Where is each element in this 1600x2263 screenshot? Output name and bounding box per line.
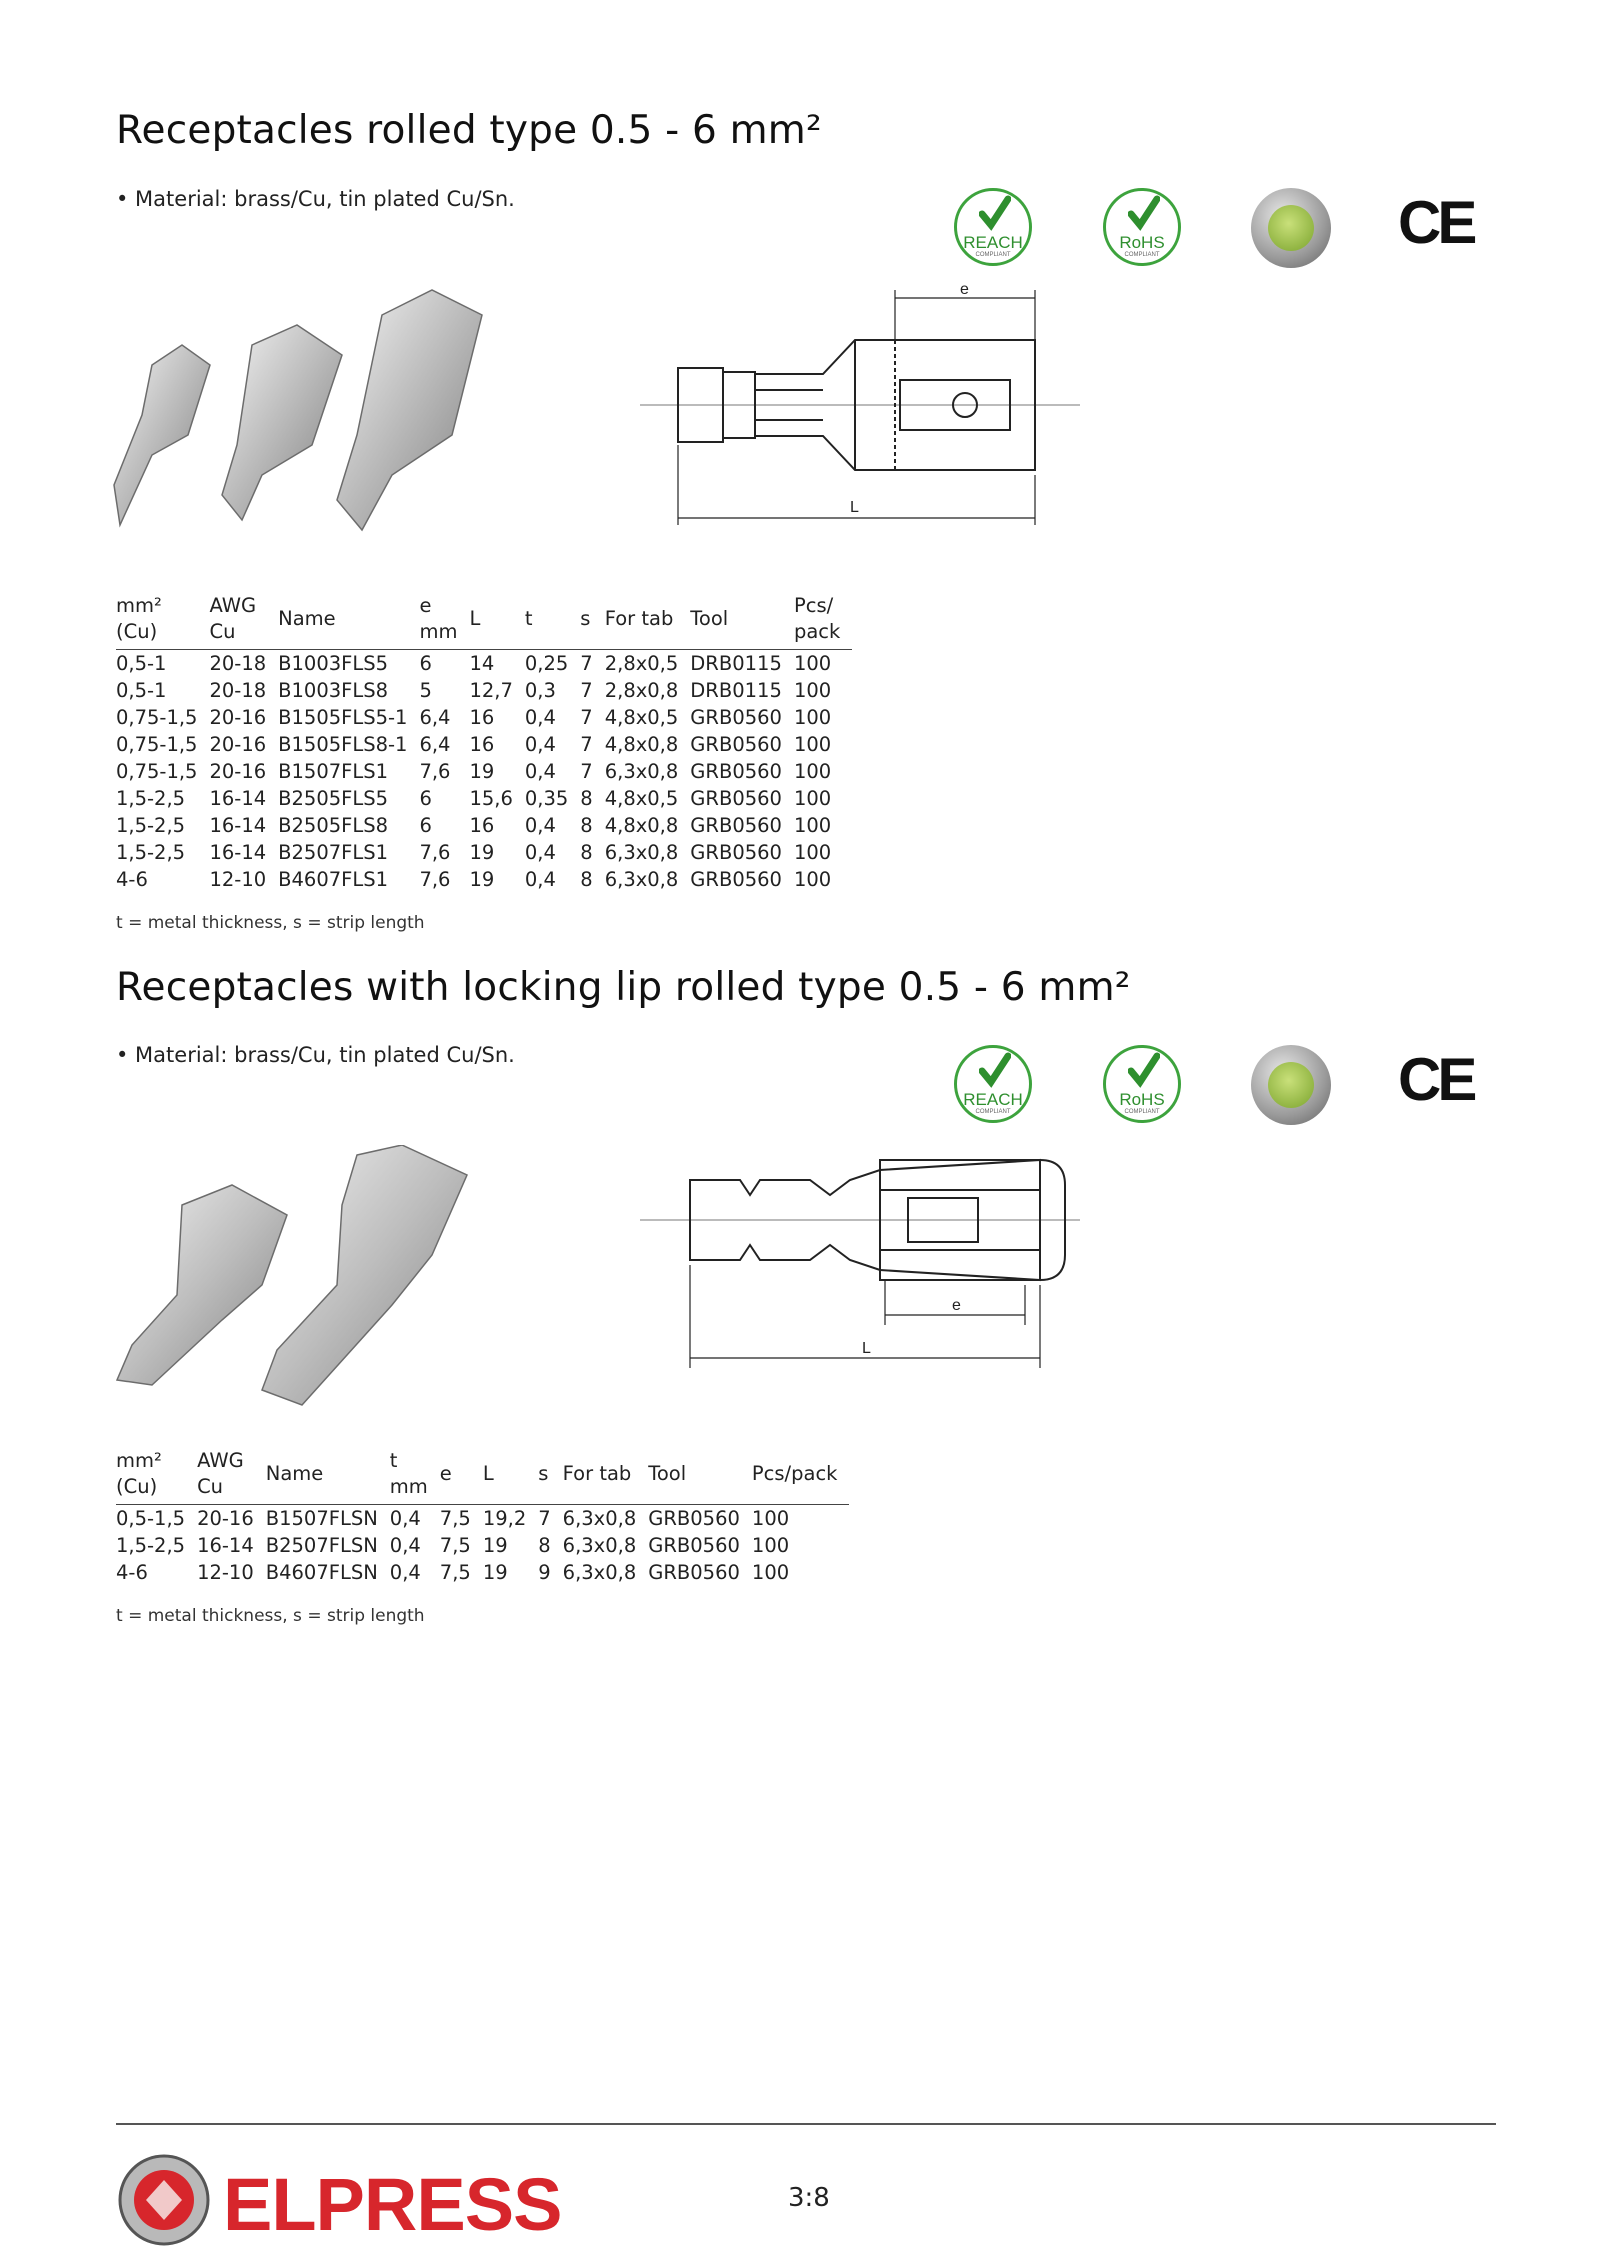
rohs-badge [1103, 1045, 1181, 1123]
table-cell: 0,4 [524, 868, 556, 891]
table-cell: 6,3x0,8 [562, 1507, 637, 1530]
table-cell: 5 [419, 679, 432, 702]
table-cell: 19 [469, 841, 495, 864]
table-cell: 6,3x0,8 [562, 1561, 637, 1584]
table-cell: 100 [793, 760, 832, 783]
column-header: Pcs/pack [752, 1448, 850, 1505]
ce-mark: CE [1398, 1046, 1474, 1113]
reach-label: REACH [963, 1090, 1023, 1109]
table-cell: GRB0560 [690, 787, 782, 810]
table-cell: 0,4 [389, 1534, 421, 1557]
table-cell: 0,75-1,5 [116, 760, 198, 783]
section1-material: • Material: brass/Cu, tin plated Cu/Sn. [116, 187, 515, 211]
check-icon [1128, 1052, 1160, 1088]
table-cell: GRB0560 [690, 760, 782, 783]
table-cell: B1507FLS1 [278, 760, 389, 783]
reach-badge [954, 1045, 1032, 1123]
table-row [116, 1505, 849, 1533]
table-cell: 19,2 [482, 1507, 527, 1530]
table-cell: 4-6 [116, 1561, 148, 1584]
section1-note: t = metal thickness, s = strip length [116, 913, 425, 933]
table-cell: 16 [469, 814, 495, 837]
table-cell: 0,75-1,5 [116, 706, 198, 729]
table-row [116, 1559, 849, 1586]
table-row [116, 677, 852, 704]
table-cell: 7,6 [419, 841, 451, 864]
table-cell: 100 [751, 1534, 790, 1557]
table-cell: 20-16 [209, 733, 267, 756]
table-cell: B2505FLS8 [278, 814, 389, 837]
column-header: mm² (Cu) [116, 1448, 197, 1505]
table-cell: 4,8x0,5 [604, 706, 679, 729]
table-cell: B1507FLSN [265, 1507, 378, 1530]
table-cell: 4,8x0,5 [604, 787, 679, 810]
column-header: AWG Cu [197, 1448, 266, 1505]
reach-sublabel: COMPLIANT [975, 1109, 1011, 1115]
table-cell: 12-10 [197, 1561, 254, 1584]
table-cell: 100 [793, 706, 832, 729]
column-header: For tab [563, 1448, 649, 1505]
section2-material: • Material: brass/Cu, tin plated Cu/Sn. [116, 1043, 515, 1067]
table-cell: 0,4 [524, 733, 556, 756]
table-cell: 8 [580, 868, 593, 891]
table-cell: 20-16 [209, 760, 267, 783]
table-cell: 16 [469, 733, 495, 756]
table-cell: 9 [538, 1561, 551, 1584]
table-cell: 16-14 [209, 787, 267, 810]
column-header: For tab [605, 593, 691, 650]
table-cell: 0,35 [524, 787, 569, 810]
section2-title: Receptacles with locking lip rolled type 0.5 - 6 mm² [116, 965, 1131, 1010]
technical-drawing-locking-receptacle [640, 1140, 1100, 1380]
table-cell: GRB0560 [690, 841, 782, 864]
table-cell: 2,8x0,5 [604, 652, 679, 675]
table-cell: 0,4 [524, 841, 556, 864]
table-cell: 6,3x0,8 [604, 841, 679, 864]
table-row [116, 785, 852, 812]
table-cell: 6 [419, 787, 432, 810]
table-cell: 4,8x0,8 [604, 814, 679, 837]
table-cell: 6 [419, 814, 432, 837]
table-cell: 16-14 [197, 1534, 254, 1557]
section2-note: t = metal thickness, s = strip length [116, 1606, 425, 1626]
reach-sublabel: COMPLIANT [975, 252, 1011, 258]
table-cell: GRB0560 [690, 733, 782, 756]
table-cell: B1003FLS8 [278, 679, 389, 702]
table-cell: 100 [793, 841, 832, 864]
table-cell: 1,5-2,5 [116, 1534, 186, 1557]
table-cell: 8 [580, 814, 593, 837]
table-row [116, 866, 852, 893]
table-cell: B4607FLS1 [278, 868, 389, 891]
column-header: Pcs/ pack [794, 593, 852, 650]
table-cell: GRB0560 [648, 1507, 740, 1530]
table-cell: B1505FLS8-1 [278, 733, 408, 756]
table-cell: 19 [469, 760, 495, 783]
table-cell: 14 [469, 652, 495, 675]
column-header: Name [278, 593, 419, 650]
table-row [116, 839, 852, 866]
table-cell: 6,4 [419, 733, 451, 756]
table-cell: 0,4 [389, 1561, 421, 1584]
check-icon [1128, 195, 1160, 231]
dimension-l-label: L [850, 499, 859, 516]
table-cell: 19 [482, 1561, 508, 1584]
table-cell: 0,5-1 [116, 679, 167, 702]
certification-seal-icon [1251, 1045, 1331, 1125]
table-row [116, 704, 852, 731]
certification-seal-icon [1251, 188, 1331, 268]
table-row [116, 1532, 849, 1559]
footer-divider [116, 2123, 1496, 2125]
rohs-sublabel: COMPLIANT [1124, 1109, 1160, 1115]
table-cell: DRB0115 [690, 679, 782, 702]
table-cell: 6,4 [419, 706, 451, 729]
table-cell: 100 [793, 787, 832, 810]
table-row [116, 731, 852, 758]
column-header: e [440, 1448, 483, 1505]
table-cell: 0,4 [524, 760, 556, 783]
table-cell: GRB0560 [690, 814, 782, 837]
table-cell: 15,6 [469, 787, 513, 810]
table-cell: 4,8x0,8 [604, 733, 679, 756]
dimension-e-label: e [960, 281, 969, 298]
column-header: e mm [419, 593, 469, 650]
table-cell: 20-18 [209, 652, 267, 675]
column-header: AWG Cu [209, 593, 278, 650]
table-cell: 6,3x0,8 [604, 868, 679, 891]
table-cell: 100 [793, 814, 832, 837]
table-cell: 6,3x0,8 [604, 760, 679, 783]
table-cell: 8 [538, 1534, 551, 1557]
ce-mark: CE [1398, 189, 1474, 256]
brand-wordmark: ELPRESS [223, 2163, 562, 2246]
product-photo-receptacles [112, 285, 582, 535]
table-cell: 0,4 [389, 1507, 421, 1530]
column-header: mm² (Cu) [116, 593, 209, 650]
spec-table-2 [116, 1448, 849, 1586]
column-header: t [525, 593, 580, 650]
table-cell: 1,5-2,5 [116, 814, 186, 837]
table-cell: 2,8x0,8 [604, 679, 679, 702]
table-cell: GRB0560 [648, 1534, 740, 1557]
rohs-badge [1103, 188, 1181, 266]
table-cell: 16 [469, 706, 495, 729]
table-cell: 1,5-2,5 [116, 787, 186, 810]
table-cell: B2507FLSN [265, 1534, 378, 1557]
column-header: L [483, 1448, 538, 1505]
table-cell: 6,3x0,8 [562, 1534, 637, 1557]
table-cell: DRB0115 [690, 652, 782, 675]
spec-table-1 [116, 593, 852, 893]
table-cell: B4607FLSN [265, 1561, 378, 1584]
table-cell: GRB0560 [690, 706, 782, 729]
column-header: s [580, 593, 604, 650]
table-cell: 1,5-2,5 [116, 841, 186, 864]
table-cell: GRB0560 [690, 868, 782, 891]
table-cell: 100 [793, 652, 832, 675]
dimension-e-label: e [952, 1297, 961, 1314]
check-icon [979, 1052, 1011, 1088]
rohs-sublabel: COMPLIANT [1124, 252, 1160, 258]
table-cell: B2505FLS5 [278, 787, 389, 810]
table-header [116, 593, 852, 650]
column-header: s [538, 1448, 562, 1505]
table-cell: 20-16 [197, 1507, 254, 1530]
table-cell: 0,3 [524, 679, 556, 702]
table-cell: 16-14 [209, 814, 267, 837]
table-cell: B2507FLS1 [278, 841, 389, 864]
table-cell: 7 [580, 706, 593, 729]
table-row [116, 650, 852, 678]
check-icon [979, 195, 1011, 231]
elpress-logo [118, 2150, 638, 2250]
table-cell: 7 [580, 679, 593, 702]
column-header: Name [266, 1448, 390, 1505]
technical-drawing-receptacle [640, 280, 1080, 530]
table-cell: 19 [482, 1534, 508, 1557]
table-cell: 4-6 [116, 868, 148, 891]
table-cell: 8 [580, 787, 593, 810]
table-cell: 16-14 [209, 841, 267, 864]
table-cell: GRB0560 [648, 1561, 740, 1584]
column-header: t mm [390, 1448, 440, 1505]
table-cell: 7,5 [439, 1561, 471, 1584]
table-cell: 7,6 [419, 760, 451, 783]
rohs-label: RoHS [1119, 233, 1165, 252]
table-row [116, 758, 852, 785]
reach-label: REACH [963, 233, 1023, 252]
table-cell: 0,5-1,5 [116, 1507, 186, 1530]
column-header: Tool [648, 1448, 752, 1505]
table-cell: 0,5-1 [116, 652, 167, 675]
table-cell: 20-18 [209, 679, 267, 702]
table-cell: B1505FLS5-1 [278, 706, 408, 729]
table-cell: 19 [469, 868, 495, 891]
dimension-l-label: L [862, 1340, 871, 1357]
section1-title: Receptacles rolled type 0.5 - 6 mm² [116, 108, 822, 153]
table-cell: 8 [580, 841, 593, 864]
column-header: Tool [690, 593, 794, 650]
table-cell: 12-10 [209, 868, 267, 891]
table-cell: 7,5 [439, 1507, 471, 1530]
table-cell: 100 [793, 733, 832, 756]
table-header [116, 1448, 849, 1505]
table-cell: 7 [580, 733, 593, 756]
page-number: 3:8 [788, 2183, 830, 2213]
table-cell: 7,6 [419, 868, 451, 891]
table-cell: 12,7 [469, 679, 513, 702]
table-cell: 0,25 [524, 652, 569, 675]
table-cell: 6 [419, 652, 432, 675]
reach-badge [954, 188, 1032, 266]
product-photo-locking-receptacles [112, 1145, 512, 1415]
column-header: L [469, 593, 524, 650]
table-cell: 100 [793, 679, 832, 702]
table-cell: B1003FLS5 [278, 652, 389, 675]
table-cell: 7 [538, 1507, 551, 1530]
rohs-label: RoHS [1119, 1090, 1165, 1109]
table-cell: 0,75-1,5 [116, 733, 198, 756]
table-row [116, 812, 852, 839]
table-cell: 7,5 [439, 1534, 471, 1557]
table-cell: 7 [580, 652, 593, 675]
table-cell: 7 [580, 760, 593, 783]
table-cell: 0,4 [524, 706, 556, 729]
table-cell: 100 [751, 1561, 790, 1584]
table-cell: 0,4 [524, 814, 556, 837]
table-cell: 100 [751, 1507, 790, 1530]
table-cell: 20-16 [209, 706, 267, 729]
table-cell: 100 [793, 868, 832, 891]
